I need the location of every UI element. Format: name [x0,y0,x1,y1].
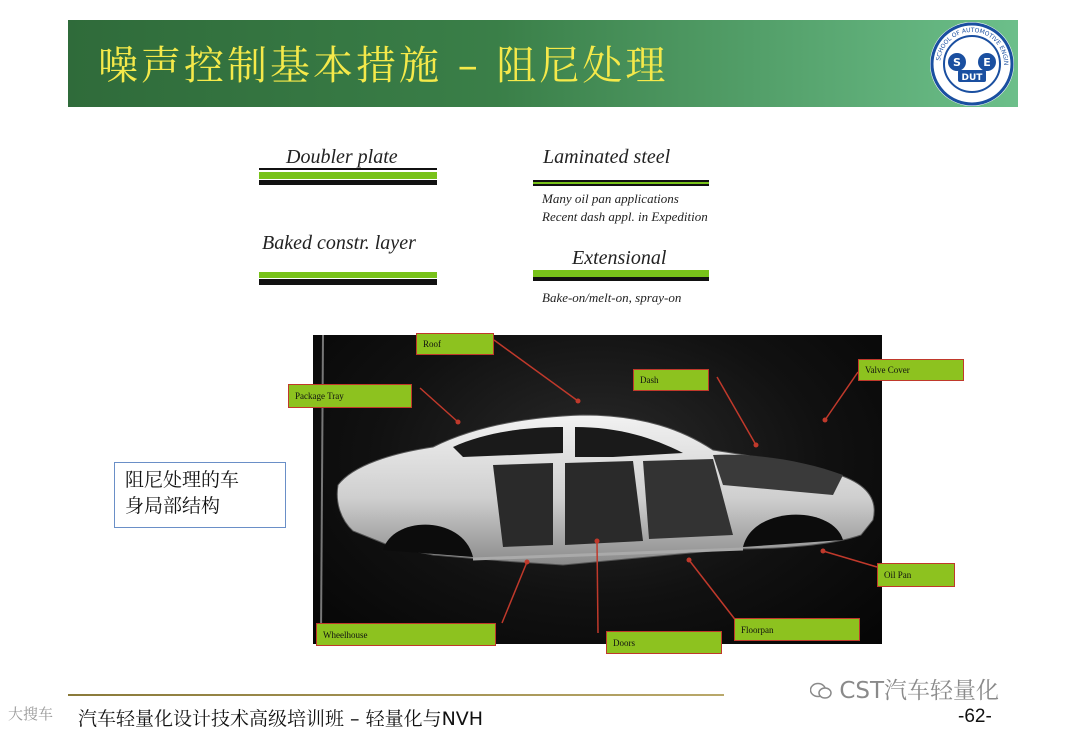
watermark-right-text: CST汽车轻量化 [839,678,1000,704]
wechat-icon [810,680,832,698]
footer-course-title: 汽车轻量化设计技术高级培训班 – 轻量化与NVH [78,708,484,730]
laminated-steel-label: Laminated steel [543,146,671,168]
callout-doors: Doors [606,631,722,654]
callout-package-tray: Package Tray [288,384,412,408]
watermark-right [810,672,999,705]
callout-roof: Roof [416,333,494,355]
callout-floorpan: Floorpan [734,618,860,641]
laminated-note-2: Recent dash appl. in Expedition [542,209,708,224]
callout-dash: Dash [633,369,709,391]
logo-ring-text: SCHOOL OF AUTOMOTIVE ENGIN [935,26,1010,66]
side-caption-box [114,462,286,528]
watermark-left: 大搜车 [8,705,54,723]
logo-right-letter: E [983,56,991,69]
logo-dut-text: DUT [961,73,983,83]
laminated-note-1: Many oil pan applications [542,191,679,206]
footer-divider [68,694,724,696]
callout-wheelhouse: Wheelhouse [316,623,496,646]
extensional-note: Bake-on/melt-on, spray-on [542,290,682,305]
baked-layer-label: Baked constr. layer [262,232,416,254]
side-caption-line-2: 身局部结构 [125,495,221,517]
extensional-label: Extensional [572,247,667,269]
callout-valve-cover: Valve Cover [858,359,964,381]
doubler-plate-label: Doubler plate [286,146,398,168]
page-number: -62- [958,706,992,727]
logo-left-letter: S [953,56,961,69]
slide-title: 噪声控制基本措施 – 阻尼处理 [98,43,669,89]
side-caption-line-1: 阻尼处理的车 [125,469,240,491]
callout-oil-pan: Oil Pan [877,563,955,587]
